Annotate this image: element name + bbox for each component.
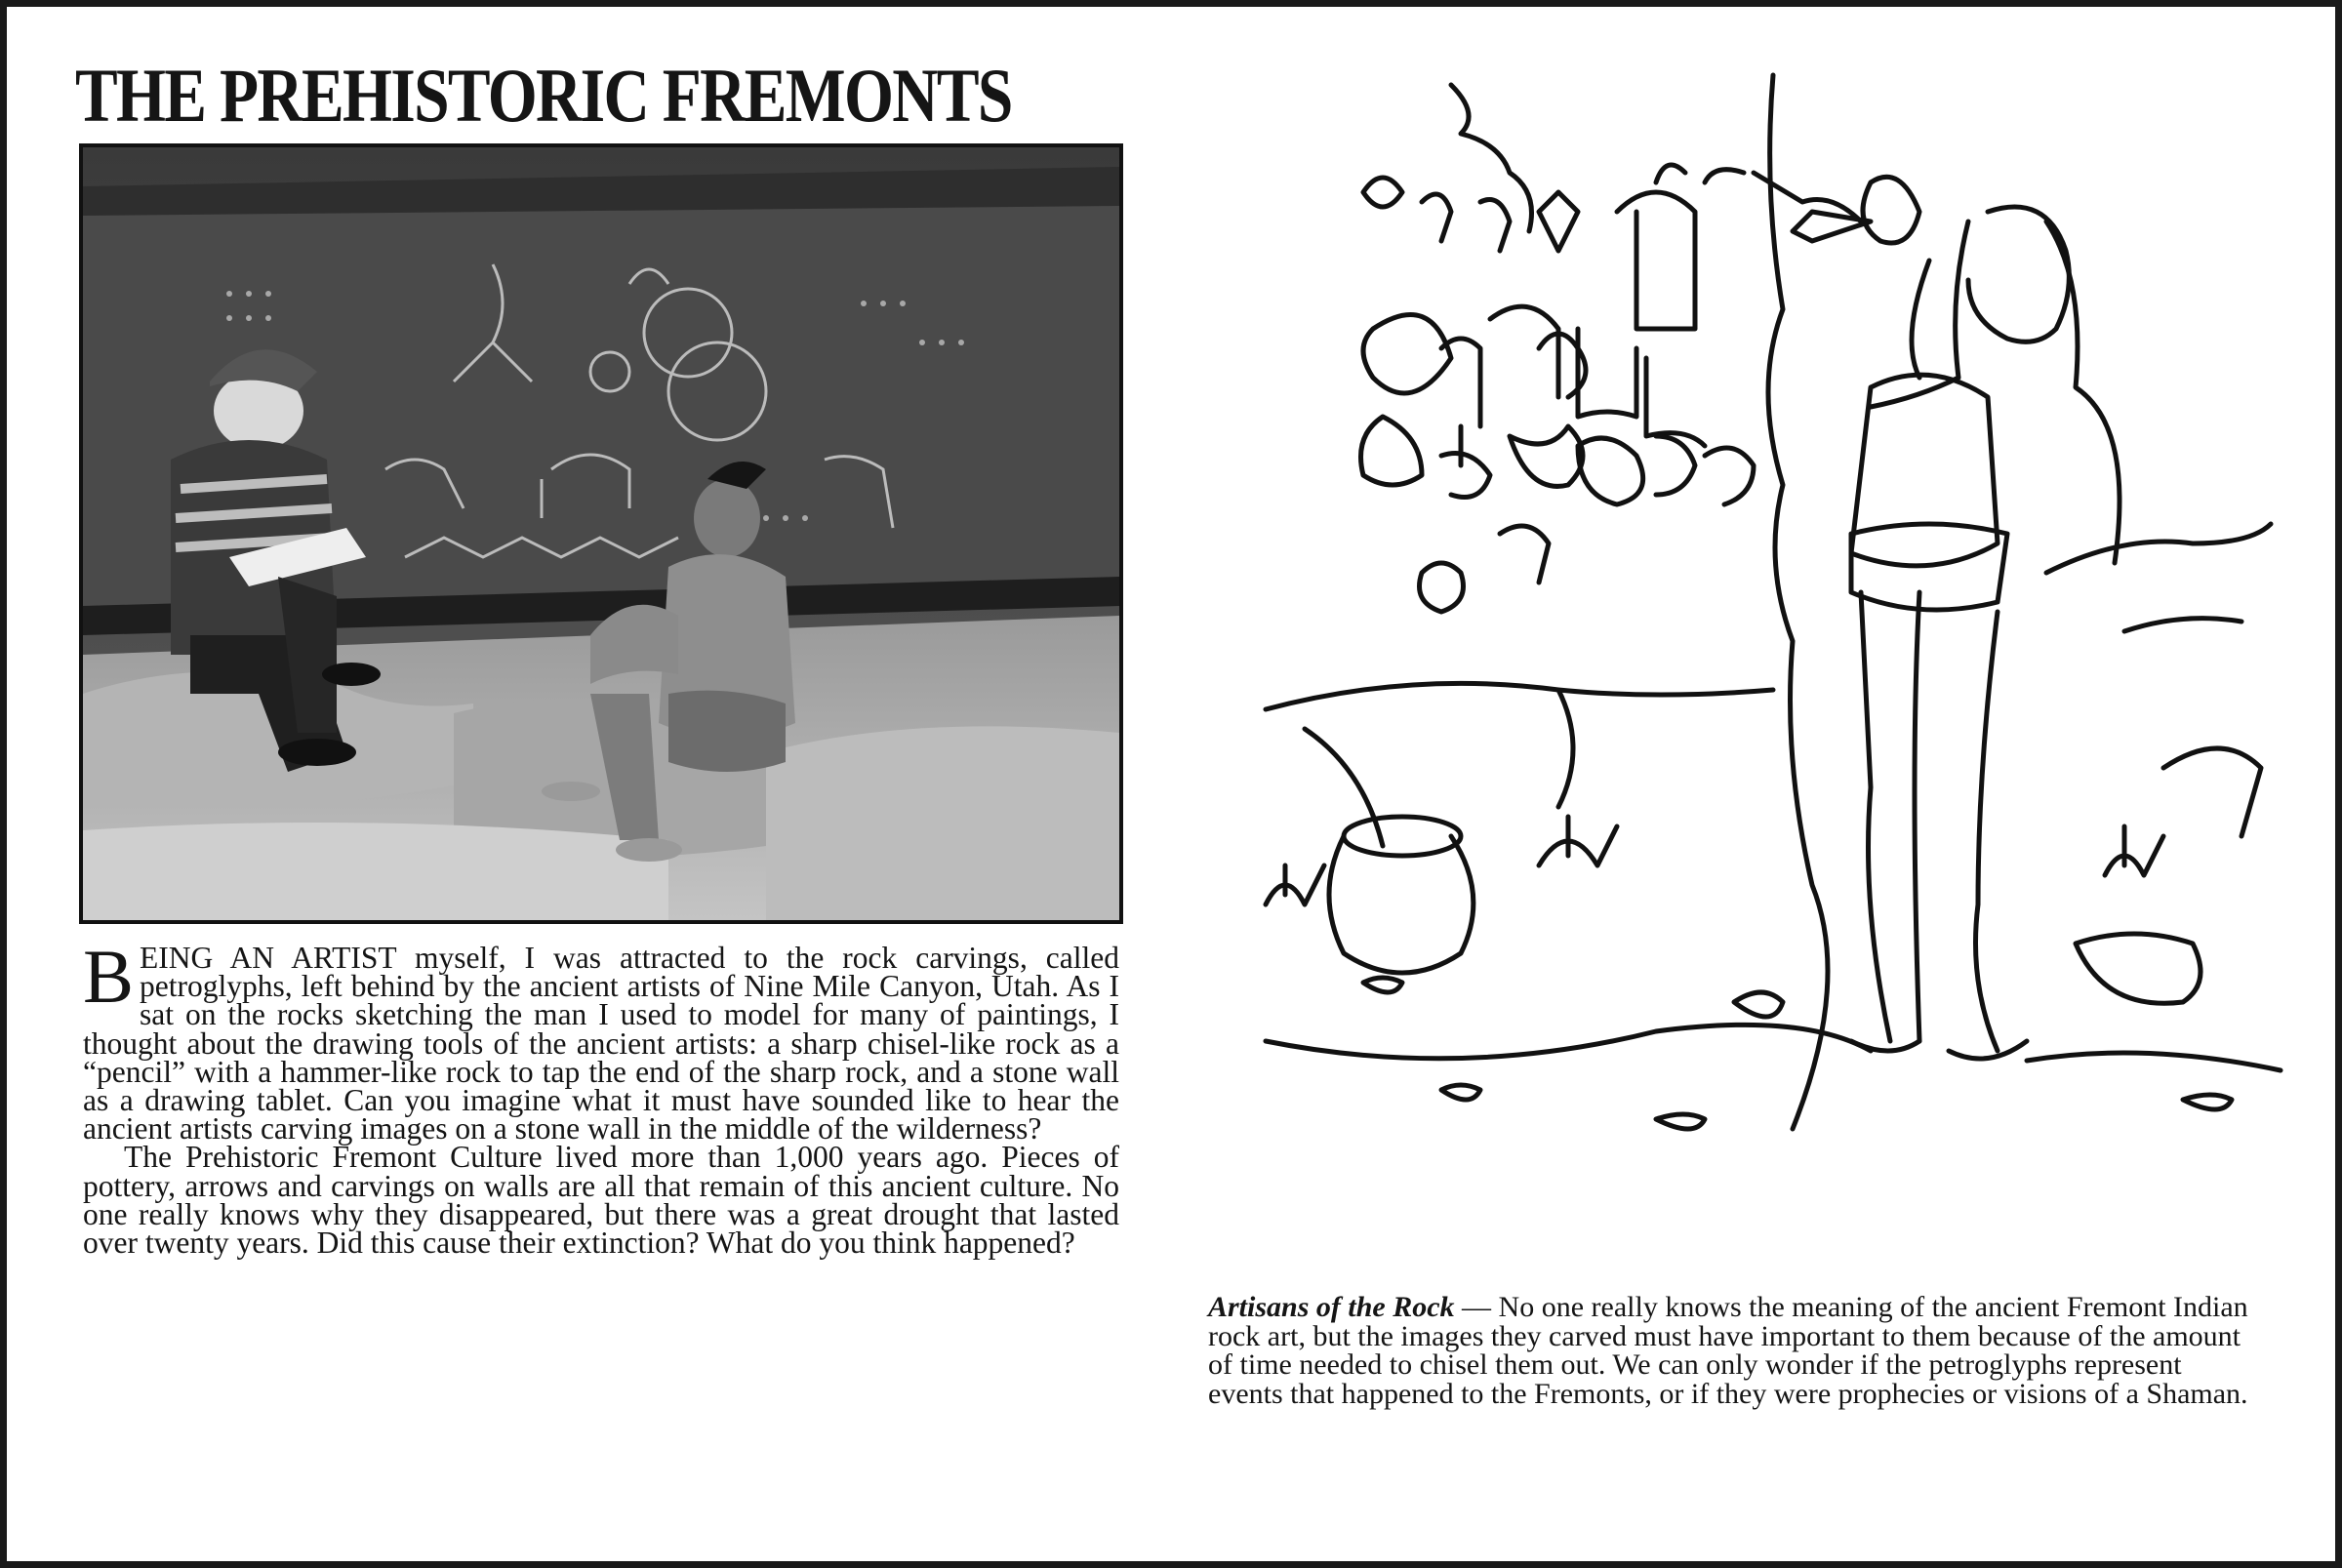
petroglyph-photo [79,143,1123,924]
drawing-caption [1208,1293,2262,1408]
photo-illustration [83,147,1119,920]
paragraph-1-text: EING AN ARTIST myself, I was attracted to the rock carvings, called petroglyphs, left behind by the ancient artists of Nine Mile Canyon, Utah. As I sat on the rocks sketching the man I used to model for many of paintings, I thought about the drawing tools of the ancient artists: a sharp chisel-like rock as a “pencil” with a hammer-like rock to tap the end of the sharp rock, and a stone wall as a drawing tablet. Can you imagine what it must have sounded like to hear the ancient artists carving images on a stone wall in the middle of the wilderness? [83,941,1119,1146]
coloring-illustration [1246,65,2310,1236]
artisan-line-drawing [1246,65,2310,1236]
caption-separator: — [1454,1291,1499,1323]
article-paragraph-2: The Prehistoric Fremont Culture lived more than 1,000 years ago. Pieces of pottery, arrows and carvings on walls are all that remain of this ancient culture. No one really knows why they disappeared, but there was a great drought that lasted over twenty years. Did this cause their extinction? What do you think happened? [83,1140,1119,1261]
article-body [83,934,1119,1261]
drop-cap: B [83,934,135,1019]
caption-text: No one really knows the meaning of the ancient Fremont Indian rock art, but the images they carved must have important to them because of the amount of time needed to chisel them out. We can only wonder if the petroglyphs represent events that happened to the Fremonts, or if they were prophecies or visions of a Shaman. [1208,1291,2248,1410]
caption-title: Artisans of the Rock [1208,1291,1455,1323]
article-paragraph-1 [83,934,1119,1146]
page-title: THE PREHISTORIC FREMONTS [75,53,1012,138]
